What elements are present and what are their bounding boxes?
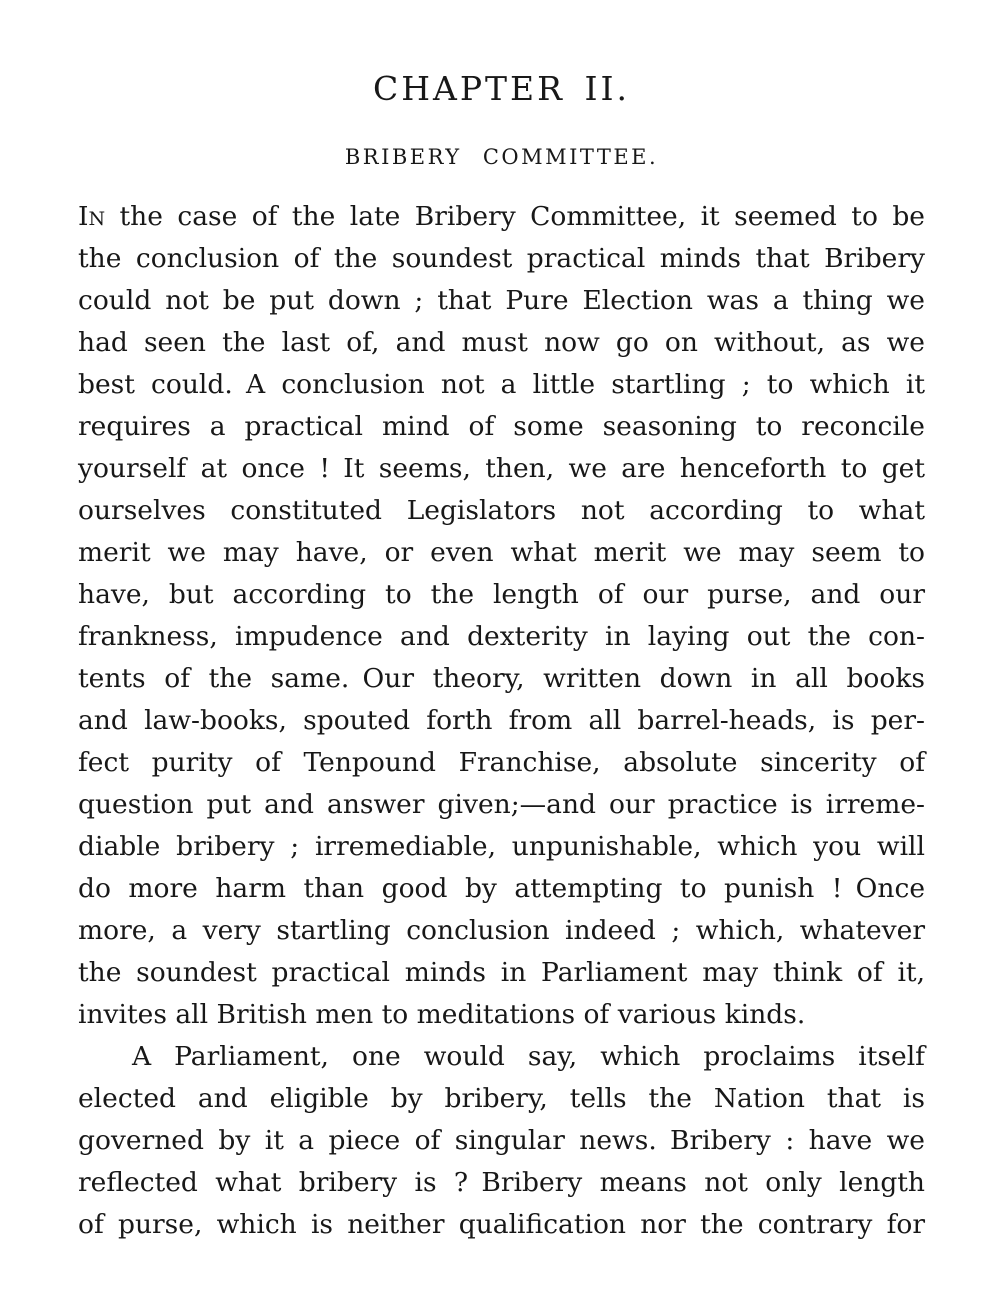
text-line: reflected what bribery is ? Bribery means not only length [78,1167,925,1198]
text-line: have, but according to the length of our purse, and our [78,579,925,610]
text-line: yourself at once ! It seems, then, we are henceforth to get [78,453,925,484]
text-line: requires a practical mind of some seasoning to reconcile [78,411,925,442]
text-line: and law-books, spouted forth from all barrel-heads, is per- [78,705,925,736]
text-line: question put and answer given;—and our practice is irreme- [78,789,925,820]
text-line: could not be put down ; that Pure Election was a thing we [78,285,925,316]
opening-line-rest: the case of the late Bribery Committee, it seemed to be [119,201,925,232]
text-line: the soundest practical minds in Parliament may think of it, [78,957,925,988]
text-line: of purse, which is neither qualification nor the contrary for [78,1209,925,1240]
section-heading: BRIBERY COMMITTEE. [344,145,659,169]
text-line: frankness, impudence and dexterity in laying out the con- [78,621,925,652]
text-line [78,196,925,238]
text-line: elected and eligible by bribery, tells the Nation that is [78,1083,925,1114]
text-line: had seen the last of, and must now go on without, as we [78,327,925,358]
text-line: merit we may have, or even what merit we may seem to [78,537,925,568]
text-line: invites all British men to meditations of various kinds. [78,999,806,1030]
text-line: do more harm than good by attempting to punish ! Once [78,873,925,904]
text-line: fect purity of Tenpound Franchise, absolute sincerity of [78,747,925,778]
chapter-heading: CHAPTER II. [372,69,631,108]
page-body [78,196,925,1246]
text-line: A Parliament, one would say, which proclaims itself [132,1041,925,1072]
text-line: ourselves constituted Legislators not according to what [78,495,925,526]
paragraph-1 [78,196,925,1036]
text-line: tents of the same. Our theory, written down in all books [78,663,925,694]
text-line: more, a very startling conclusion indeed ; which, whatever [78,915,925,946]
text-line: the conclusion of the soundest practical minds that Bribery [78,243,925,274]
paragraph-2 [78,1036,925,1246]
text-line: governed by it a piece of singular news. Bribery : have we [78,1125,925,1156]
text-line: best could. A conclusion not a little startling ; to which it [78,369,925,400]
text-line: diable bribery ; irremediable, unpunishable, which you will [78,831,925,862]
opening-word: In [78,201,106,232]
